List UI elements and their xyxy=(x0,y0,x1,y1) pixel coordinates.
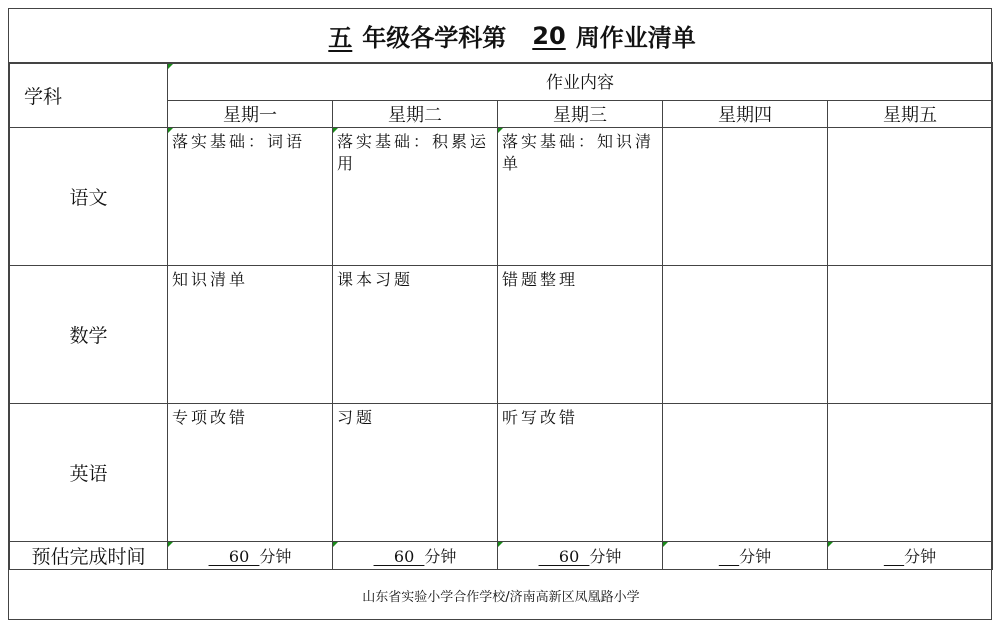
homework-cell xyxy=(828,404,993,542)
subject-label: 数学 xyxy=(10,266,168,404)
content-header: 作业内容 xyxy=(168,64,993,101)
time-cell xyxy=(663,542,828,570)
subject-header: 学科 xyxy=(10,64,168,128)
time-unit: 分钟 xyxy=(259,547,292,566)
time-value: 60 xyxy=(373,547,425,566)
homework-cell: 错题整理 xyxy=(498,266,663,404)
homework-cell: 习题 xyxy=(333,404,498,542)
green-marker-icon xyxy=(663,542,668,547)
homework-cell xyxy=(663,266,828,404)
time-unit: 分钟 xyxy=(739,547,772,566)
time-value: 60 xyxy=(538,547,590,566)
day-header: 星期一 xyxy=(168,101,333,128)
time-cell xyxy=(498,542,663,570)
time-row xyxy=(10,542,993,570)
green-marker-icon xyxy=(168,128,173,133)
sheet-title xyxy=(9,9,993,63)
time-value xyxy=(884,547,904,566)
homework-cell xyxy=(828,266,993,404)
time-value xyxy=(719,547,739,566)
homework-cell: 专项改错 xyxy=(168,404,333,542)
green-marker-icon xyxy=(828,542,833,547)
time-cell xyxy=(333,542,498,570)
time-label: 预估完成时间 xyxy=(10,542,168,570)
table-row xyxy=(10,128,993,266)
table-row xyxy=(10,266,993,404)
week-value: 20 xyxy=(532,21,566,50)
day-header: 星期四 xyxy=(663,101,828,128)
homework-cell: 落实基础：积累运用 xyxy=(333,128,498,266)
time-unit: 分钟 xyxy=(424,547,457,566)
green-marker-icon xyxy=(168,64,173,69)
homework-cell xyxy=(828,128,993,266)
time-unit: 分钟 xyxy=(904,547,937,566)
subject-label: 语文 xyxy=(10,128,168,266)
day-header: 星期三 xyxy=(498,101,663,128)
homework-cell: 落实基础：知识清单 xyxy=(498,128,663,266)
homework-cell: 知识清单 xyxy=(168,266,333,404)
time-value: 60 xyxy=(208,547,260,566)
time-cell xyxy=(828,542,993,570)
table-row xyxy=(10,404,993,542)
green-marker-icon xyxy=(333,128,338,133)
homework-cell xyxy=(663,404,828,542)
time-unit: 分钟 xyxy=(589,547,622,566)
day-header: 星期五 xyxy=(828,101,993,128)
title-text-1: 年级各学科第 xyxy=(362,24,507,52)
homework-cell: 落实基础：词语 xyxy=(168,128,333,266)
grade-value: 五 xyxy=(328,24,353,52)
homework-table xyxy=(9,63,993,570)
subject-label: 英语 xyxy=(10,404,168,542)
school-footer: 山东省实验小学合作学校/济南高新区凤凰路小学 xyxy=(362,589,640,605)
homework-cell: 听写改错 xyxy=(498,404,663,542)
green-marker-icon xyxy=(333,542,338,547)
time-cell xyxy=(168,542,333,570)
homework-cell xyxy=(663,128,828,266)
green-marker-icon xyxy=(168,542,173,547)
title-text-2: 周作业清单 xyxy=(575,24,696,52)
homework-sheet xyxy=(8,8,992,620)
day-header: 星期二 xyxy=(333,101,498,128)
green-marker-icon xyxy=(498,542,503,547)
homework-cell: 课本习题 xyxy=(333,266,498,404)
green-marker-icon xyxy=(498,128,503,133)
